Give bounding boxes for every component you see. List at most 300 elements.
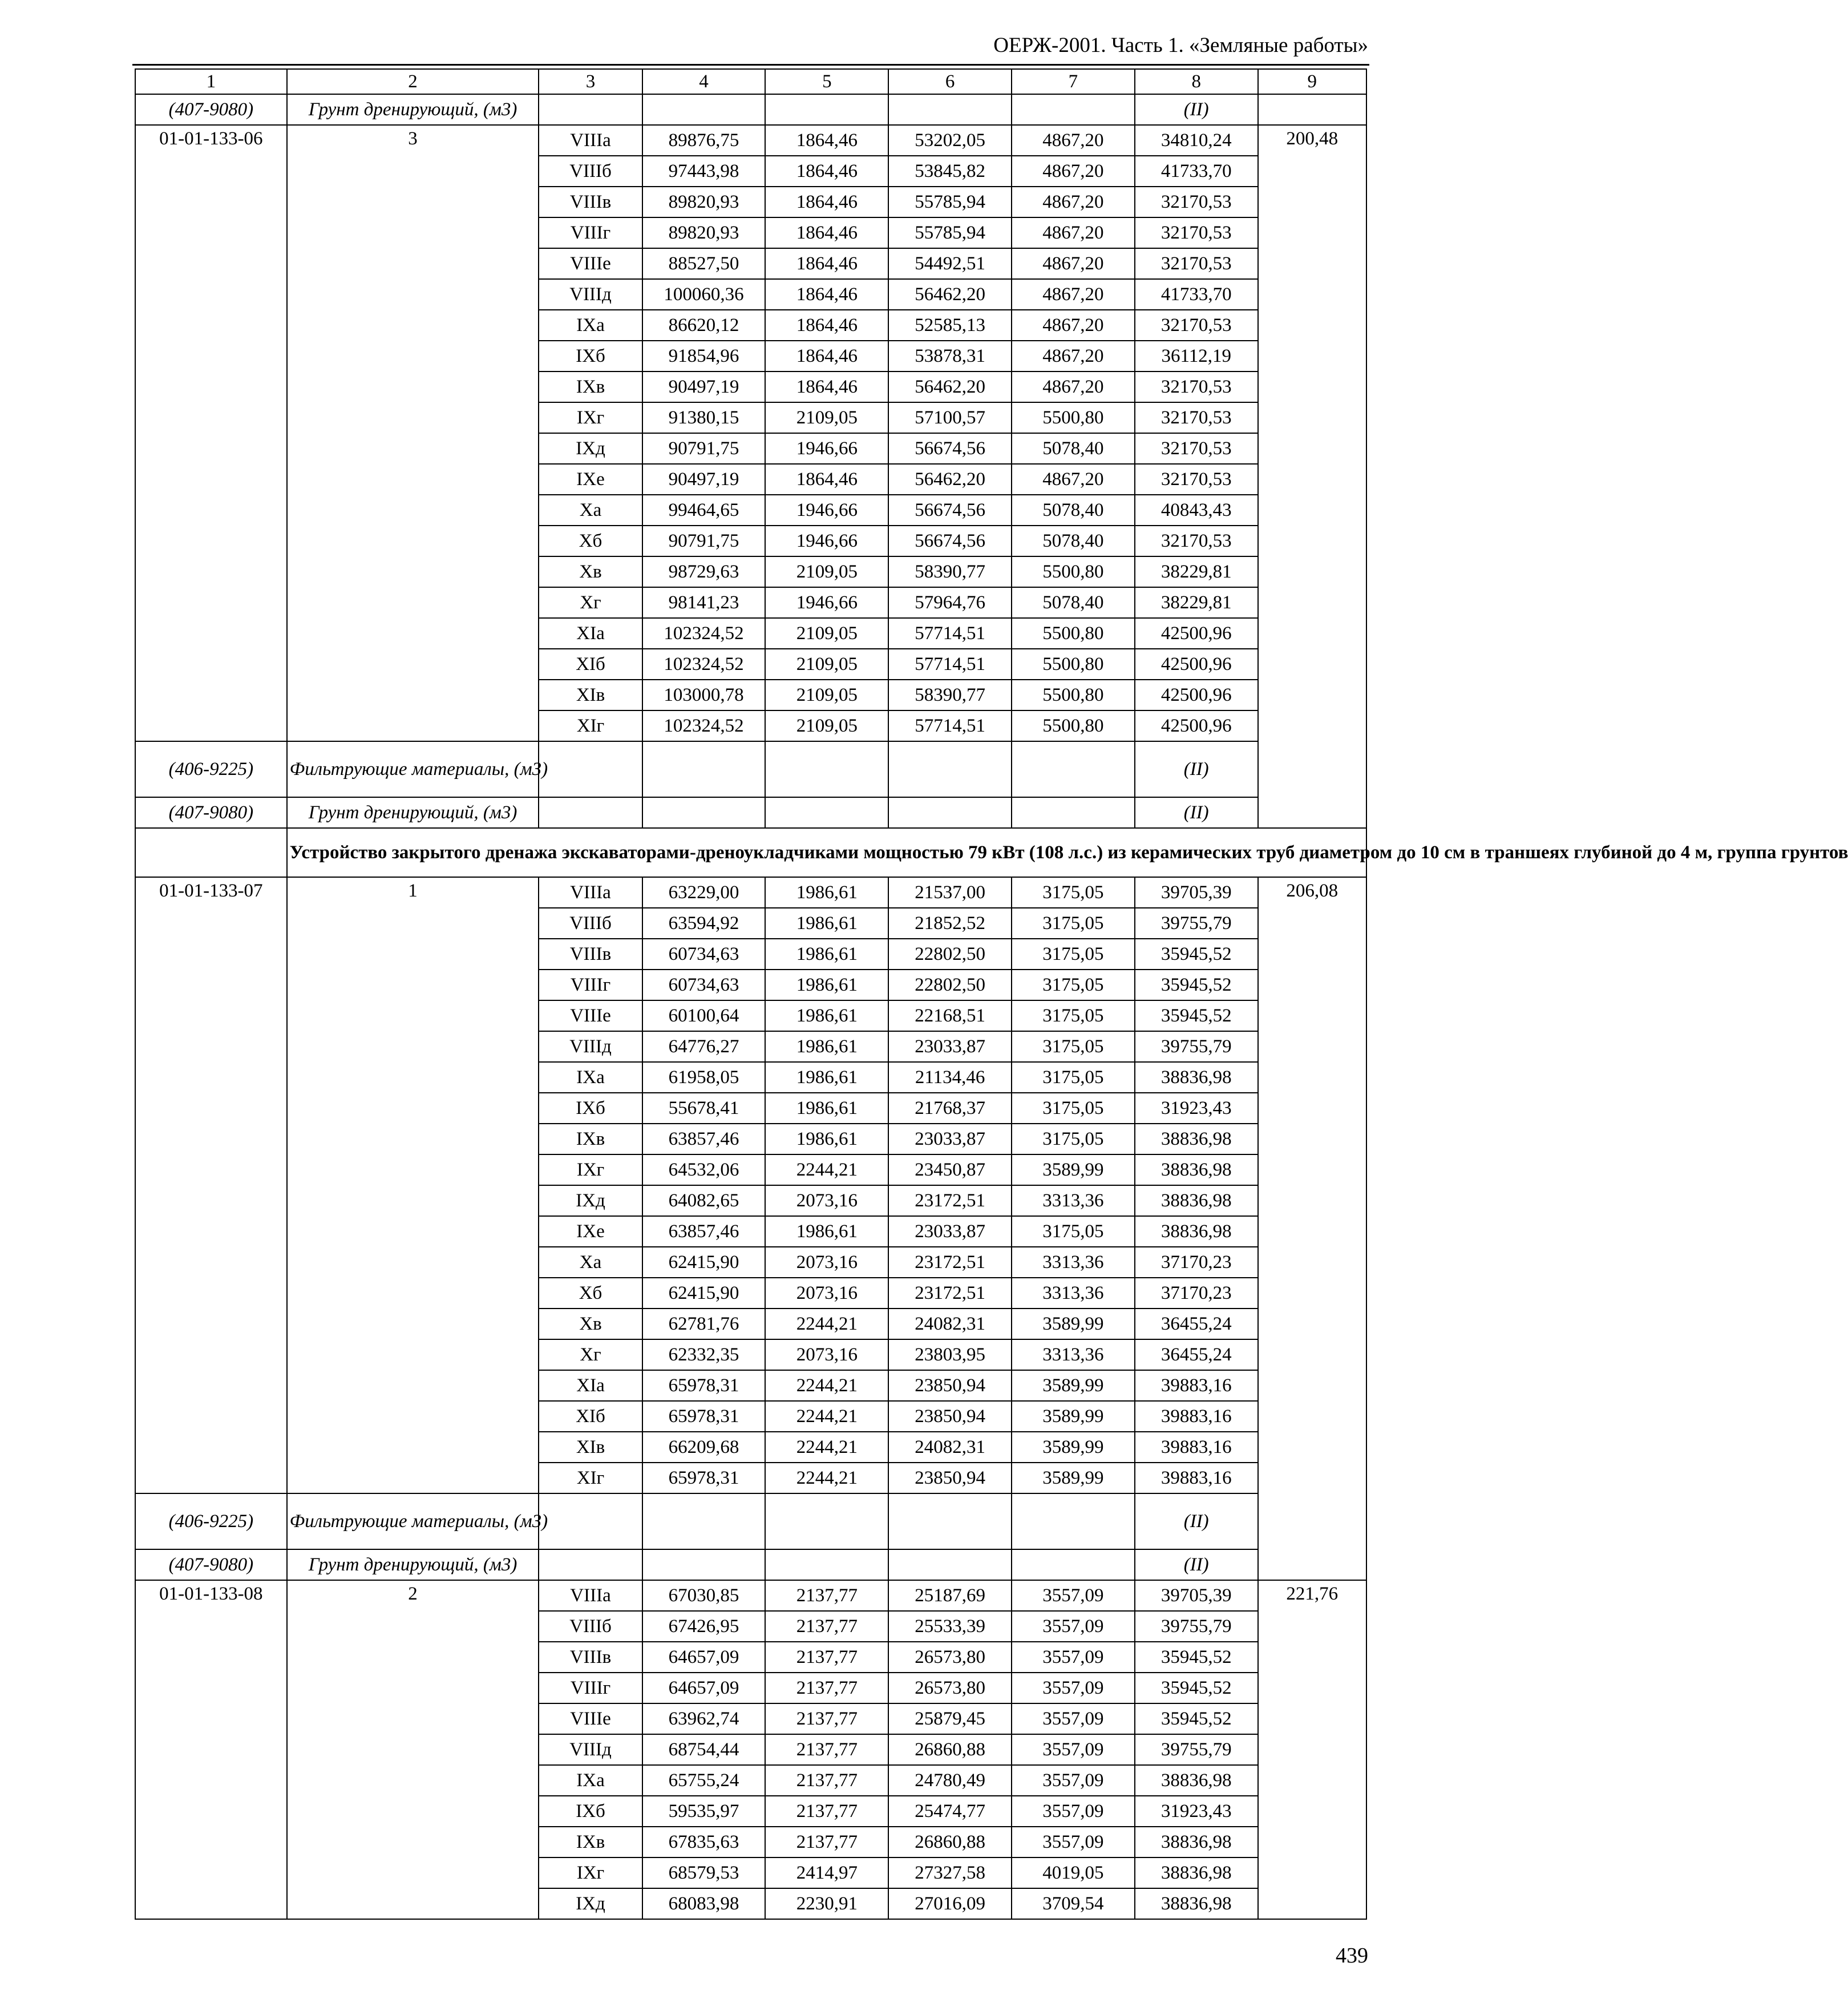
- soil-group: IXа: [539, 1062, 642, 1093]
- value-cell: 25187,69: [888, 1580, 1012, 1611]
- value-cell: 24082,31: [888, 1432, 1012, 1463]
- value-cell: 1986,61: [765, 877, 888, 908]
- value-cell: 34810,24: [1135, 125, 1258, 156]
- empty-cell: [1012, 1493, 1135, 1549]
- value-cell: 5500,80: [1012, 649, 1135, 680]
- empty-cell: [888, 94, 1012, 125]
- soil-group: IXд: [539, 433, 642, 464]
- soil-group: VIIIг: [539, 217, 642, 248]
- value-cell: 2109,05: [765, 680, 888, 710]
- material-code: (406-9225): [135, 741, 287, 797]
- value-cell: 63229,00: [642, 877, 766, 908]
- value-cell: 39755,79: [1135, 1031, 1258, 1062]
- value-cell: 32170,53: [1135, 526, 1258, 556]
- value-cell: 64657,09: [642, 1673, 766, 1703]
- empty-cell: [1012, 1549, 1135, 1580]
- value-cell: 39755,79: [1135, 1734, 1258, 1765]
- value-cell: 66209,68: [642, 1432, 766, 1463]
- value-cell: 38229,81: [1135, 587, 1258, 618]
- value-cell: 27016,09: [888, 1888, 1012, 1919]
- value-cell: 4867,20: [1012, 279, 1135, 310]
- value-cell: 32170,53: [1135, 187, 1258, 217]
- empty-cell: [888, 797, 1012, 828]
- value-cell: 2244,21: [765, 1432, 888, 1463]
- value-cell: 2244,21: [765, 1463, 888, 1493]
- value-cell: 1986,61: [765, 1062, 888, 1093]
- value-cell: 32170,53: [1135, 371, 1258, 402]
- col9-value: 221,76: [1258, 1580, 1366, 1919]
- material-name: Фильтрующие материалы, (м3): [287, 1493, 539, 1549]
- value-cell: 1864,46: [765, 125, 888, 156]
- value-cell: 1864,46: [765, 187, 888, 217]
- empty-cell: [765, 797, 888, 828]
- value-cell: 41733,70: [1135, 156, 1258, 187]
- value-cell: 86620,12: [642, 310, 766, 341]
- value-cell: 2073,16: [765, 1247, 888, 1278]
- value-cell: 4867,20: [1012, 248, 1135, 279]
- value-cell: 35945,52: [1135, 1000, 1258, 1031]
- empty-cell: [539, 797, 642, 828]
- empty-cell: [539, 94, 642, 125]
- value-cell: 38836,98: [1135, 1154, 1258, 1185]
- soil-group: Xв: [539, 556, 642, 587]
- value-cell: 21768,37: [888, 1093, 1012, 1124]
- value-cell: 3557,09: [1012, 1827, 1135, 1857]
- value-cell: 56462,20: [888, 371, 1012, 402]
- value-cell: 2137,77: [765, 1796, 888, 1827]
- value-cell: 1864,46: [765, 341, 888, 371]
- value-cell: 23850,94: [888, 1370, 1012, 1401]
- soil-group: XIб: [539, 649, 642, 680]
- value-cell: 26860,88: [888, 1827, 1012, 1857]
- value-cell: 2244,21: [765, 1370, 888, 1401]
- empty-cell: [642, 741, 766, 797]
- material-name: Грунт дренирующий, (м3): [287, 797, 539, 828]
- col9-value: 200,48: [1258, 125, 1366, 828]
- value-cell: 56674,56: [888, 433, 1012, 464]
- value-cell: 36455,24: [1135, 1339, 1258, 1370]
- value-cell: 63857,46: [642, 1216, 766, 1247]
- value-cell: 2109,05: [765, 402, 888, 433]
- material-row: [135, 94, 1366, 125]
- material-mark: (II): [1135, 797, 1258, 828]
- value-cell: 35945,52: [1135, 939, 1258, 970]
- value-cell: 57964,76: [888, 587, 1012, 618]
- soil-group: VIIIа: [539, 1580, 642, 1611]
- value-cell: 68083,98: [642, 1888, 766, 1919]
- value-cell: 42500,96: [1135, 618, 1258, 649]
- value-cell: 3557,09: [1012, 1580, 1135, 1611]
- value-cell: 26860,88: [888, 1734, 1012, 1765]
- value-cell: 1986,61: [765, 939, 888, 970]
- soil-group: VIIIе: [539, 1703, 642, 1734]
- value-cell: 55785,94: [888, 217, 1012, 248]
- value-cell: 4867,20: [1012, 464, 1135, 495]
- value-cell: 32170,53: [1135, 248, 1258, 279]
- value-cell: 55678,41: [642, 1093, 766, 1124]
- empty-cell: [1012, 741, 1135, 797]
- value-cell: 2137,77: [765, 1703, 888, 1734]
- value-cell: 38836,98: [1135, 1888, 1258, 1919]
- soil-group: IXв: [539, 1827, 642, 1857]
- value-cell: 1864,46: [765, 217, 888, 248]
- value-cell: 4019,05: [1012, 1857, 1135, 1888]
- value-cell: 52585,13: [888, 310, 1012, 341]
- value-cell: 39755,79: [1135, 1611, 1258, 1642]
- value-cell: 2073,16: [765, 1339, 888, 1370]
- value-cell: 26573,80: [888, 1673, 1012, 1703]
- soil-group: Xб: [539, 1278, 642, 1309]
- soil-group: IXг: [539, 1154, 642, 1185]
- soil-group: XIа: [539, 1370, 642, 1401]
- column-number: 7: [1012, 69, 1135, 94]
- value-cell: 5078,40: [1012, 587, 1135, 618]
- value-cell: 65978,31: [642, 1463, 766, 1493]
- soil-group: VIIIв: [539, 187, 642, 217]
- value-cell: 67030,85: [642, 1580, 766, 1611]
- material-row: [135, 1493, 1366, 1549]
- value-cell: 4867,20: [1012, 371, 1135, 402]
- value-cell: 60734,63: [642, 970, 766, 1000]
- empty-cell: [539, 1549, 642, 1580]
- empty-cell: [888, 1549, 1012, 1580]
- page-number: 439: [1336, 1944, 1368, 1968]
- value-cell: 3175,05: [1012, 1062, 1135, 1093]
- value-cell: 3175,05: [1012, 908, 1135, 939]
- section-title-row: [135, 828, 1366, 877]
- soil-group: IXе: [539, 464, 642, 495]
- column-number: 3: [539, 69, 642, 94]
- soil-group: IXд: [539, 1888, 642, 1919]
- value-cell: 31923,43: [1135, 1796, 1258, 1827]
- soil-group: IXа: [539, 310, 642, 341]
- value-cell: 1946,66: [765, 433, 888, 464]
- soil-group: IXб: [539, 1796, 642, 1827]
- col9-value: 206,08: [1258, 877, 1366, 1580]
- value-cell: 2137,77: [765, 1765, 888, 1796]
- value-cell: 65755,24: [642, 1765, 766, 1796]
- value-cell: 23033,87: [888, 1031, 1012, 1062]
- value-cell: 2073,16: [765, 1278, 888, 1309]
- value-cell: 32170,53: [1135, 217, 1258, 248]
- value-cell: 3313,36: [1012, 1247, 1135, 1278]
- value-cell: 3175,05: [1012, 970, 1135, 1000]
- column-number: 6: [888, 69, 1012, 94]
- value-cell: 22168,51: [888, 1000, 1012, 1031]
- empty-cell: [765, 94, 888, 125]
- value-cell: 1864,46: [765, 248, 888, 279]
- column-number: 2: [287, 69, 539, 94]
- soil-group: XIа: [539, 618, 642, 649]
- value-cell: 23850,94: [888, 1401, 1012, 1432]
- value-cell: 3557,09: [1012, 1765, 1135, 1796]
- rate-sub: 3: [287, 125, 539, 741]
- value-cell: 3557,09: [1012, 1642, 1135, 1673]
- value-cell: 42500,96: [1135, 680, 1258, 710]
- value-cell: 3175,05: [1012, 939, 1135, 970]
- value-cell: 32170,53: [1135, 433, 1258, 464]
- value-cell: 3557,09: [1012, 1611, 1135, 1642]
- value-cell: 4867,20: [1012, 310, 1135, 341]
- value-cell: 38229,81: [1135, 556, 1258, 587]
- value-cell: 68579,53: [642, 1857, 766, 1888]
- column-number: 1: [135, 69, 287, 94]
- empty-cell: [135, 828, 287, 877]
- value-cell: 2244,21: [765, 1401, 888, 1432]
- table-row: [135, 877, 1366, 908]
- value-cell: 3589,99: [1012, 1401, 1135, 1432]
- value-cell: 42500,96: [1135, 710, 1258, 741]
- value-cell: 3589,99: [1012, 1154, 1135, 1185]
- value-cell: 3557,09: [1012, 1703, 1135, 1734]
- value-cell: 3175,05: [1012, 1124, 1135, 1154]
- value-cell: 4867,20: [1012, 156, 1135, 187]
- material-row: [135, 741, 1366, 797]
- value-cell: 57100,57: [888, 402, 1012, 433]
- soil-group: IXб: [539, 341, 642, 371]
- value-cell: 102324,52: [642, 618, 766, 649]
- value-cell: 90497,19: [642, 371, 766, 402]
- value-cell: 100060,36: [642, 279, 766, 310]
- value-cell: 103000,78: [642, 680, 766, 710]
- soil-group: VIIIд: [539, 1734, 642, 1765]
- value-cell: 3589,99: [1012, 1463, 1135, 1493]
- value-cell: 5078,40: [1012, 526, 1135, 556]
- value-cell: 32170,53: [1135, 402, 1258, 433]
- value-cell: 5500,80: [1012, 618, 1135, 649]
- value-cell: 57714,51: [888, 618, 1012, 649]
- column-number: 9: [1258, 69, 1366, 94]
- value-cell: 2109,05: [765, 556, 888, 587]
- value-cell: 67426,95: [642, 1611, 766, 1642]
- soil-group: Xв: [539, 1309, 642, 1339]
- value-cell: 39755,79: [1135, 908, 1258, 939]
- value-cell: 39705,39: [1135, 877, 1258, 908]
- empty-cell: [765, 1493, 888, 1549]
- rate-code: 01-01-133-06: [135, 125, 287, 741]
- value-cell: 39883,16: [1135, 1463, 1258, 1493]
- value-cell: 25533,39: [888, 1611, 1012, 1642]
- value-cell: 56462,20: [888, 279, 1012, 310]
- value-cell: 58390,77: [888, 680, 1012, 710]
- value-cell: 60734,63: [642, 939, 766, 970]
- value-cell: 62332,35: [642, 1339, 766, 1370]
- value-cell: 102324,52: [642, 649, 766, 680]
- value-cell: 64657,09: [642, 1642, 766, 1673]
- value-cell: 60100,64: [642, 1000, 766, 1031]
- value-cell: 21537,00: [888, 877, 1012, 908]
- material-name: Грунт дренирующий, (м3): [287, 1549, 539, 1580]
- value-cell: 2109,05: [765, 710, 888, 741]
- value-cell: 39883,16: [1135, 1432, 1258, 1463]
- value-cell: 2137,77: [765, 1580, 888, 1611]
- value-cell: 3175,05: [1012, 1000, 1135, 1031]
- column-number-row: [135, 69, 1366, 94]
- soil-group: VIIIа: [539, 877, 642, 908]
- value-cell: 1864,46: [765, 464, 888, 495]
- value-cell: 1986,61: [765, 1124, 888, 1154]
- section-title: Устройство закрытого дренажа экскаваторами-дреноукладчиками мощностью 79 кВт (108 л.с.) из керамических труб диаметром до 10 см в траншеях глубиной до 4 м, группа грунтов: [287, 828, 1366, 877]
- value-cell: 2073,16: [765, 1185, 888, 1216]
- empty-cell: [642, 797, 766, 828]
- material-code: (407-9080): [135, 94, 287, 125]
- soil-group: IXд: [539, 1185, 642, 1216]
- empty-cell: [765, 741, 888, 797]
- value-cell: 4867,20: [1012, 187, 1135, 217]
- value-cell: 24082,31: [888, 1309, 1012, 1339]
- value-cell: 36455,24: [1135, 1309, 1258, 1339]
- value-cell: 2244,21: [765, 1309, 888, 1339]
- value-cell: 23850,94: [888, 1463, 1012, 1493]
- soil-group: VIIIб: [539, 908, 642, 939]
- value-cell: 64082,65: [642, 1185, 766, 1216]
- value-cell: 54492,51: [888, 248, 1012, 279]
- value-cell: 3557,09: [1012, 1673, 1135, 1703]
- value-cell: 58390,77: [888, 556, 1012, 587]
- value-cell: 56674,56: [888, 526, 1012, 556]
- soil-group: Xб: [539, 526, 642, 556]
- value-cell: 5500,80: [1012, 556, 1135, 587]
- value-cell: 3557,09: [1012, 1734, 1135, 1765]
- empty-cell: [539, 1493, 642, 1549]
- soil-group: VIIIв: [539, 1642, 642, 1673]
- empty-cell: [642, 94, 766, 125]
- value-cell: 23803,95: [888, 1339, 1012, 1370]
- value-cell: 68754,44: [642, 1734, 766, 1765]
- value-cell: 62415,90: [642, 1247, 766, 1278]
- value-cell: 65978,31: [642, 1401, 766, 1432]
- value-cell: 1864,46: [765, 310, 888, 341]
- material-row: [135, 797, 1366, 828]
- material-mark: (II): [1135, 741, 1258, 797]
- value-cell: 5500,80: [1012, 402, 1135, 433]
- soil-group: XIб: [539, 1401, 642, 1432]
- value-cell: 38836,98: [1135, 1216, 1258, 1247]
- value-cell: 5078,40: [1012, 433, 1135, 464]
- value-cell: 37170,23: [1135, 1278, 1258, 1309]
- value-cell: 2137,77: [765, 1734, 888, 1765]
- value-cell: 35945,52: [1135, 1642, 1258, 1673]
- value-cell: 4867,20: [1012, 341, 1135, 371]
- value-cell: 26573,80: [888, 1642, 1012, 1673]
- value-cell: 4867,20: [1012, 125, 1135, 156]
- rate-code: 01-01-133-08: [135, 1580, 287, 1919]
- value-cell: 3313,36: [1012, 1339, 1135, 1370]
- value-cell: 2109,05: [765, 649, 888, 680]
- value-cell: 4867,20: [1012, 217, 1135, 248]
- material-code: (407-9080): [135, 1549, 287, 1580]
- value-cell: 23033,87: [888, 1124, 1012, 1154]
- value-cell: 2137,77: [765, 1827, 888, 1857]
- value-cell: 3589,99: [1012, 1432, 1135, 1463]
- table-body: [135, 69, 1848, 1919]
- empty-cell: [1258, 94, 1366, 125]
- empty-cell: [642, 1493, 766, 1549]
- soil-group: VIIIб: [539, 156, 642, 187]
- value-cell: 1986,61: [765, 970, 888, 1000]
- material-name: Грунт дренирующий, (м3): [287, 94, 539, 125]
- value-cell: 39705,39: [1135, 1580, 1258, 1611]
- value-cell: 23172,51: [888, 1247, 1012, 1278]
- value-cell: 1864,46: [765, 279, 888, 310]
- value-cell: 37170,23: [1135, 1247, 1258, 1278]
- value-cell: 65978,31: [642, 1370, 766, 1401]
- value-cell: 56674,56: [888, 495, 1012, 526]
- value-cell: 24780,49: [888, 1765, 1012, 1796]
- soil-group: XIг: [539, 710, 642, 741]
- soil-group: VIIIд: [539, 1031, 642, 1062]
- value-cell: 23033,87: [888, 1216, 1012, 1247]
- value-cell: 1986,61: [765, 1000, 888, 1031]
- value-cell: 63962,74: [642, 1703, 766, 1734]
- column-number: 4: [642, 69, 766, 94]
- soil-group: VIIIа: [539, 125, 642, 156]
- value-cell: 98141,23: [642, 587, 766, 618]
- material-row: [135, 1549, 1366, 1580]
- value-cell: 3709,54: [1012, 1888, 1135, 1919]
- soil-group: IXв: [539, 1124, 642, 1154]
- soil-group: VIIIд: [539, 279, 642, 310]
- value-cell: 3313,36: [1012, 1185, 1135, 1216]
- value-cell: 38836,98: [1135, 1124, 1258, 1154]
- value-cell: 1986,61: [765, 908, 888, 939]
- value-cell: 1864,46: [765, 371, 888, 402]
- value-cell: 38836,98: [1135, 1185, 1258, 1216]
- value-cell: 32170,53: [1135, 310, 1258, 341]
- value-cell: 1986,61: [765, 1031, 888, 1062]
- value-cell: 88527,50: [642, 248, 766, 279]
- value-cell: 25474,77: [888, 1796, 1012, 1827]
- value-cell: 23450,87: [888, 1154, 1012, 1185]
- value-cell: 56462,20: [888, 464, 1012, 495]
- value-cell: 89820,93: [642, 187, 766, 217]
- value-cell: 62781,76: [642, 1309, 766, 1339]
- value-cell: 5078,40: [1012, 495, 1135, 526]
- header-rule: [132, 64, 1369, 66]
- soil-group: XIг: [539, 1463, 642, 1493]
- soil-group: VIIIе: [539, 248, 642, 279]
- soil-group: IXб: [539, 1093, 642, 1124]
- empty-cell: [1012, 94, 1135, 125]
- value-cell: 2244,21: [765, 1154, 888, 1185]
- soil-group: IXе: [539, 1216, 642, 1247]
- value-cell: 63857,46: [642, 1124, 766, 1154]
- value-cell: 23172,51: [888, 1278, 1012, 1309]
- value-cell: 35945,52: [1135, 1673, 1258, 1703]
- value-cell: 89876,75: [642, 125, 766, 156]
- value-cell: 36112,19: [1135, 341, 1258, 371]
- value-cell: 22802,50: [888, 939, 1012, 970]
- value-cell: 2137,77: [765, 1642, 888, 1673]
- value-cell: 1946,66: [765, 495, 888, 526]
- value-cell: 98729,63: [642, 556, 766, 587]
- value-cell: 1986,61: [765, 1093, 888, 1124]
- value-cell: 32170,53: [1135, 464, 1258, 495]
- value-cell: 53878,31: [888, 341, 1012, 371]
- soil-group: VIIIе: [539, 1000, 642, 1031]
- value-cell: 3589,99: [1012, 1309, 1135, 1339]
- empty-cell: [888, 1493, 1012, 1549]
- rate-sub: 1: [287, 877, 539, 1493]
- value-cell: 5500,80: [1012, 710, 1135, 741]
- rates-table: [135, 68, 1848, 1920]
- value-cell: 67835,63: [642, 1827, 766, 1857]
- soil-group: IXг: [539, 402, 642, 433]
- soil-group: VIIIб: [539, 1611, 642, 1642]
- value-cell: 2137,77: [765, 1611, 888, 1642]
- value-cell: 53845,82: [888, 156, 1012, 187]
- table-row: [135, 125, 1366, 156]
